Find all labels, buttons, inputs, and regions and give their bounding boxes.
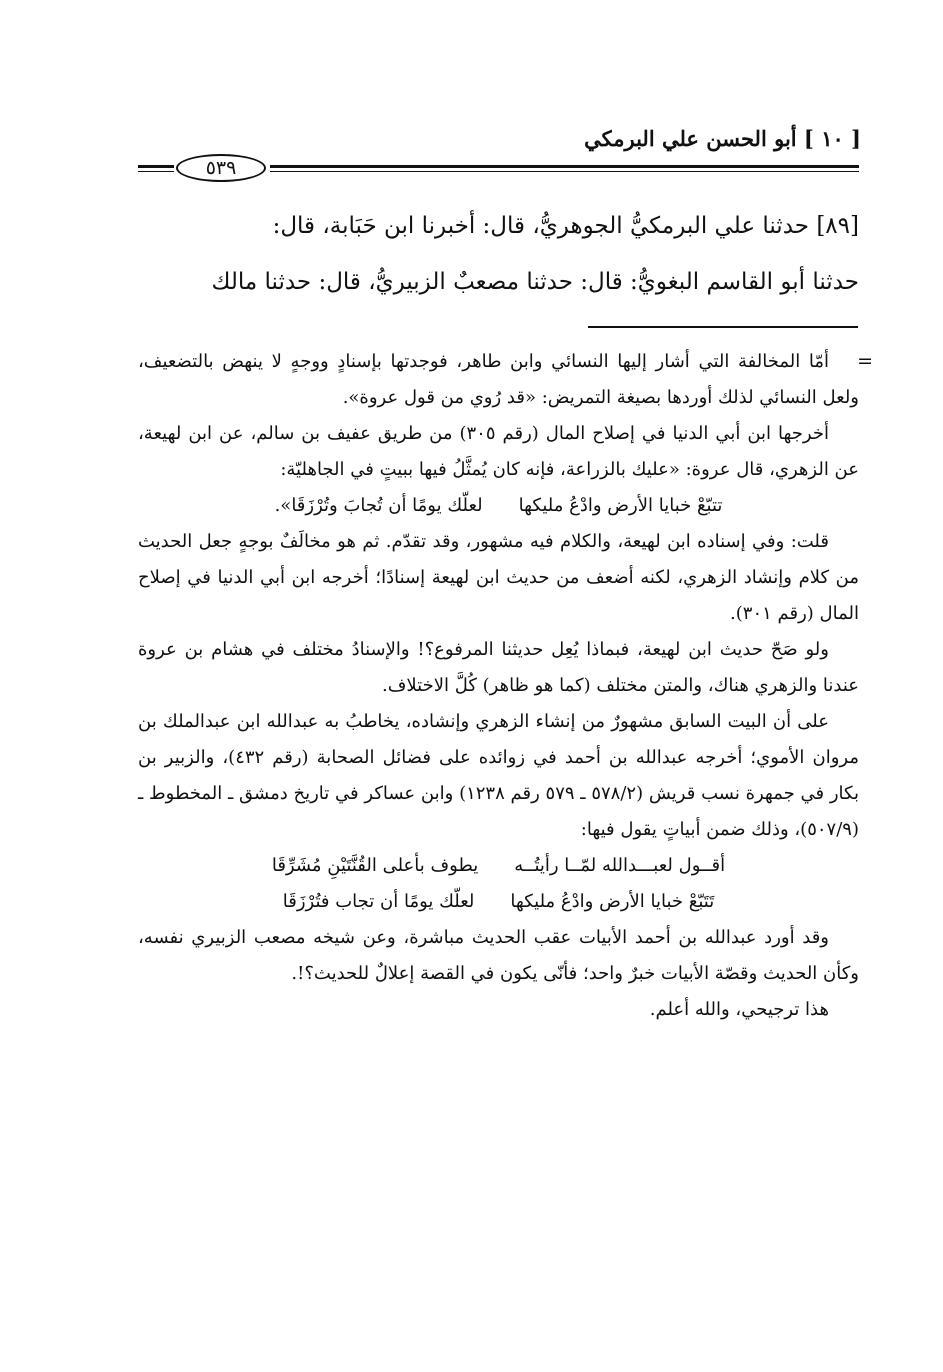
verse-3-first-hemistich: تَتَبّعْ خبايا الأرض وادْعُ مليكها bbox=[510, 891, 715, 912]
verse-1-first-hemistich: تتبّعْ خبايا الأرض وادْعُ مليكها bbox=[518, 495, 723, 516]
footnote-separator bbox=[588, 326, 858, 328]
footnote-paragraph-6: وقد أورد عبدالله بن أحمد الأبيات عقب الحديث مباشرة، وعن شيخه مصعب الزبيري نفسه، وكأن الحديث وقصّة الأبيات خبرٌ واحد؛ فأنّى يكون في القصة إعلالٌ للحديث؟!. bbox=[138, 927, 859, 984]
footnote-paragraph-1: أمّا المخالفة التي أشار إليها النسائي وابن طاهر، فوجدتها بإسنادٍ ووجهٍ لا ينهض بالتضعيف، ولعل النسائي لذلك أوردها بصيغة التمريض: «قد رُوي من قول عروة». bbox=[138, 351, 859, 408]
footnote-paragraph-5: على أن البيت السابق مشهورٌ من إنشاء الزهري وإنشاده، يخاطبُ به عبدالله ابن عبدالملك بن مروان الأموي؛ أخرجه عبدالله بن أحمد في زوائده على فضائل الصحابة (رقم ٤٣٢)، والزبير بن بكار في جمهرة نسب قريش (٥٧٨/٢ ـ ٥٧٩ رقم ١٢٣٨) وابن عساكر في تاريخ دمشق ـ المخطوط ـ (٥٠٧/٩)، وذلك ضمن أبياتٍ يقول فيها: bbox=[138, 711, 859, 840]
page-header-title: [ ١٠ ] أبو الحسن علي البرمكي bbox=[584, 126, 861, 151]
footnote-paragraph-3: قلت: وفي إسناده ابن لهيعة، والكلام فيه مشهور، وقد تقدّم. ثم هو مخالَفٌ بوجهٍ جعل الحديث من كلام وإنشاد الزهري، لكنه أضعف من حديث ابن لهيعة إسنادًا؛ أخرجه ابن أبي الدنيا في إصلاح المال (رقم ٣٠١). bbox=[138, 531, 859, 624]
header-rule-left-thin bbox=[138, 171, 174, 172]
header-rule-thin bbox=[270, 171, 859, 172]
verse-2-first-hemistich: أقــول لعبـــدالله لمّــا رأيتُــه bbox=[514, 855, 726, 876]
footnote-paragraph-4: ولو صَحّ حديث ابن لهيعة، فبماذا يُعِل حديثنا المرفوع؟! والإسنادُ مختلف في هشام بن عروة عندنا والزهري هناك، والمتن مختلف (كما هو ظاهر) كُلَّ الاختلاف. bbox=[138, 639, 859, 696]
footnote-continuation-mark: = bbox=[857, 350, 873, 372]
verse-2-second-hemistich: يطوف بأعلى القُنَّتَيْنِ مُشَرِّقَا bbox=[271, 855, 479, 876]
footnote-paragraph-2: أخرجها ابن أبي الدنيا في إصلاح المال (رقم ٣٠٥) من طريق عفيف بن سالم، عن ابن لهيعة، عن الزهري، قال عروة: «عليك بالزراعة، فإنه كان يُمثَّلُ فيها ببيتٍ في الجاهليّة: bbox=[138, 423, 859, 480]
header-rule-thick bbox=[270, 165, 859, 168]
footnotes-block bbox=[138, 344, 859, 1028]
verse-line-3 bbox=[138, 884, 859, 920]
main-hadith-text bbox=[86, 198, 859, 310]
verse-line-1 bbox=[138, 488, 859, 524]
page-number-badge: ٥٣٩ bbox=[176, 154, 266, 182]
main-line-2: حدثنا أبو القاسم البغويُّ: قال: حدثنا مصعبٌ الزبيريُّ، قال: حدثنا مالك bbox=[211, 269, 859, 295]
main-line-1: [٨٩] حدثنا علي البرمكيُّ الجوهريُّ، قال: أخبرنا ابن حَبَابة، قال: bbox=[272, 213, 859, 239]
verse-1-second-hemistich: لعلّك يومًا أن تُجابَ وتُرْزَقَا». bbox=[274, 495, 483, 516]
verse-3-second-hemistich: لعلّك يومًا أن تجاب فتُرْزَقَا bbox=[282, 891, 475, 912]
verse-line-2 bbox=[138, 848, 859, 884]
header-rule-left-thick bbox=[138, 165, 174, 168]
footnote-paragraph-7: هذا ترجيحي، والله أعلم. bbox=[649, 999, 829, 1020]
